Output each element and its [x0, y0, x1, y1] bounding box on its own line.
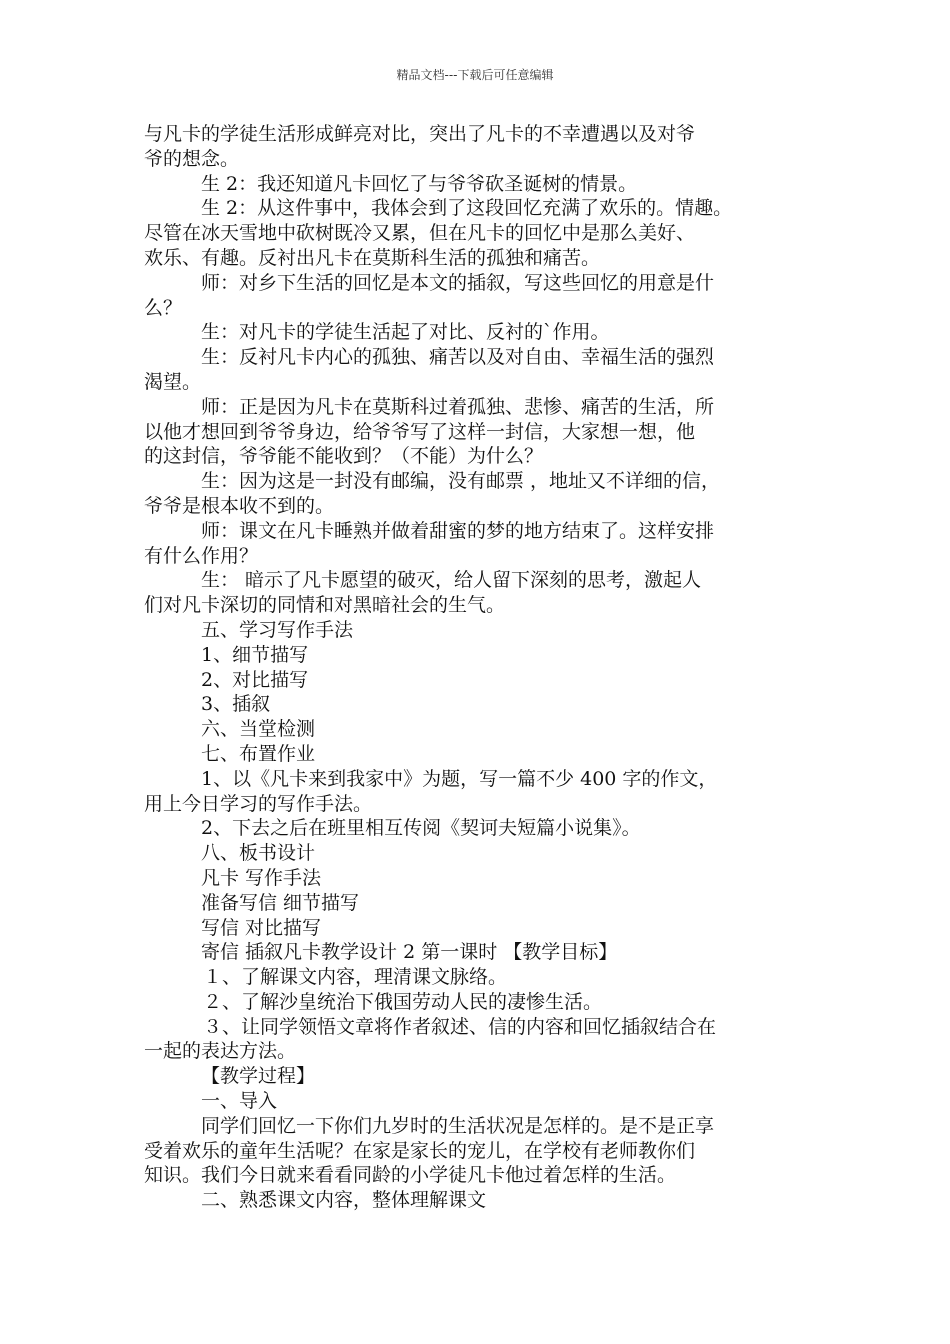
- list-item: 2、对比描写: [201, 668, 309, 691]
- text-line: 生：反衬凡卡内心的孤独、痛苦以及对自由、幸福生活的强烈: [201, 346, 715, 369]
- board-line: 凡卡 写作手法: [201, 866, 322, 889]
- list-item: １、了解课文内容，理清课文脉络。: [203, 966, 508, 989]
- page-header: 精品文档---下载后可任意编辑: [396, 68, 554, 82]
- section-heading: 【教学过程】: [201, 1065, 316, 1088]
- text-line: 同学们回忆一下你们九岁时的生活状况是怎样的。是不是正享: [201, 1114, 715, 1137]
- section-heading: 一、导入: [201, 1090, 278, 1113]
- text-line: 生： 暗示了凡卡愿望的破灭，给人留下深刻的思考，激起人: [201, 569, 702, 592]
- text-line: 用上今日学习的写作手法。: [144, 792, 373, 815]
- text-line: 渴望。: [144, 370, 202, 393]
- text-line: 师：正是因为凡卡在莫斯科过着孤独、悲惨、痛苦的生活，所: [201, 395, 715, 418]
- board-line: 寄信 插叙凡卡教学设计 2 第一课时 【教学目标】: [201, 941, 618, 964]
- text-line: 以他才想回到爷爷身边，给爷爷写了这样一封信，大家想一想，他: [144, 420, 696, 443]
- section-heading: 五、学习写作手法: [201, 618, 354, 641]
- text-line: 师：课文在凡卡睡熟并做着甜蜜的梦的地方结束了。这样安排: [201, 519, 715, 542]
- text-line: 欢乐、有趣。反衬出凡卡在莫斯科生活的孤独和痛苦。: [144, 246, 601, 269]
- text-line: 师：对乡下生活的回忆是本文的插叙，写这些回忆的用意是什: [201, 271, 715, 294]
- board-line: 写信 对比描写: [201, 916, 322, 939]
- text-line: 与凡卡的学徒生活形成鲜亮对比，突出了凡卡的不幸遭遇以及对爷: [144, 123, 696, 145]
- section-heading: 八、板书设计: [201, 842, 316, 865]
- list-item: 1、以《凡卡来到我家中》为题，写一篇不少 400 字的作文，: [201, 767, 718, 790]
- board-line: 准备写信 细节描写: [201, 891, 360, 914]
- document-body: [144, 122, 812, 1213]
- section-heading: 二、熟悉课文内容，整体理解课文: [201, 1189, 487, 1212]
- list-item: 3、插叙: [201, 693, 271, 716]
- text-line: 爷爷是根本收不到的。: [144, 494, 335, 517]
- text-line: 生：对凡卡的学徒生活起了对比、反衬的`作用。: [201, 321, 610, 344]
- text-line: 的这封信，爷爷能不能收到？（不能）为什么？: [144, 445, 544, 468]
- section-heading: 七、布置作业: [201, 742, 316, 765]
- text-line: 们对凡卡深切的同情和对黑暗社会的生气。: [144, 594, 506, 617]
- list-item: ２、了解沙皇统治下俄国劳动人民的凄惨生活。: [203, 990, 603, 1013]
- text-line: 爷的想念。: [144, 147, 240, 170]
- text-line: 有什么作用？: [144, 544, 259, 567]
- section-heading: 六、当堂检测: [201, 718, 316, 741]
- text-line: 知识。我们今日就来看看同龄的小学徒凡卡他过着怎样的生活。: [144, 1164, 677, 1187]
- text-line: 生：因为这是一封没有邮编，没有邮票 ，地址又不详细的信，: [201, 470, 721, 493]
- text-line: 么？: [144, 296, 183, 319]
- text-line: 尽管在冰天雪地中砍树既冷又累，但在凡卡的回忆中是那么美好、: [144, 222, 696, 245]
- text-line: 生 2：我还知道凡卡回忆了与爷爷砍圣诞树的情景。: [201, 172, 638, 195]
- text-line: 生 2：从这件事中，我体会到了这段回忆充满了欢乐的。情趣。: [201, 197, 733, 220]
- list-item: 1、细节描写: [201, 643, 309, 666]
- list-item: 2、下去之后在班里相互传阅《契诃夫短篇小说集》。: [201, 817, 641, 840]
- list-item: ３、让同学领悟文章将作者叙述、信的内容和回忆插叙结合在: [203, 1015, 717, 1038]
- text-line: 受着欢乐的童年生活呢？在家是家长的宠儿，在学校有老师教你们: [144, 1139, 696, 1162]
- text-line: 一起的表达方法。: [144, 1040, 297, 1063]
